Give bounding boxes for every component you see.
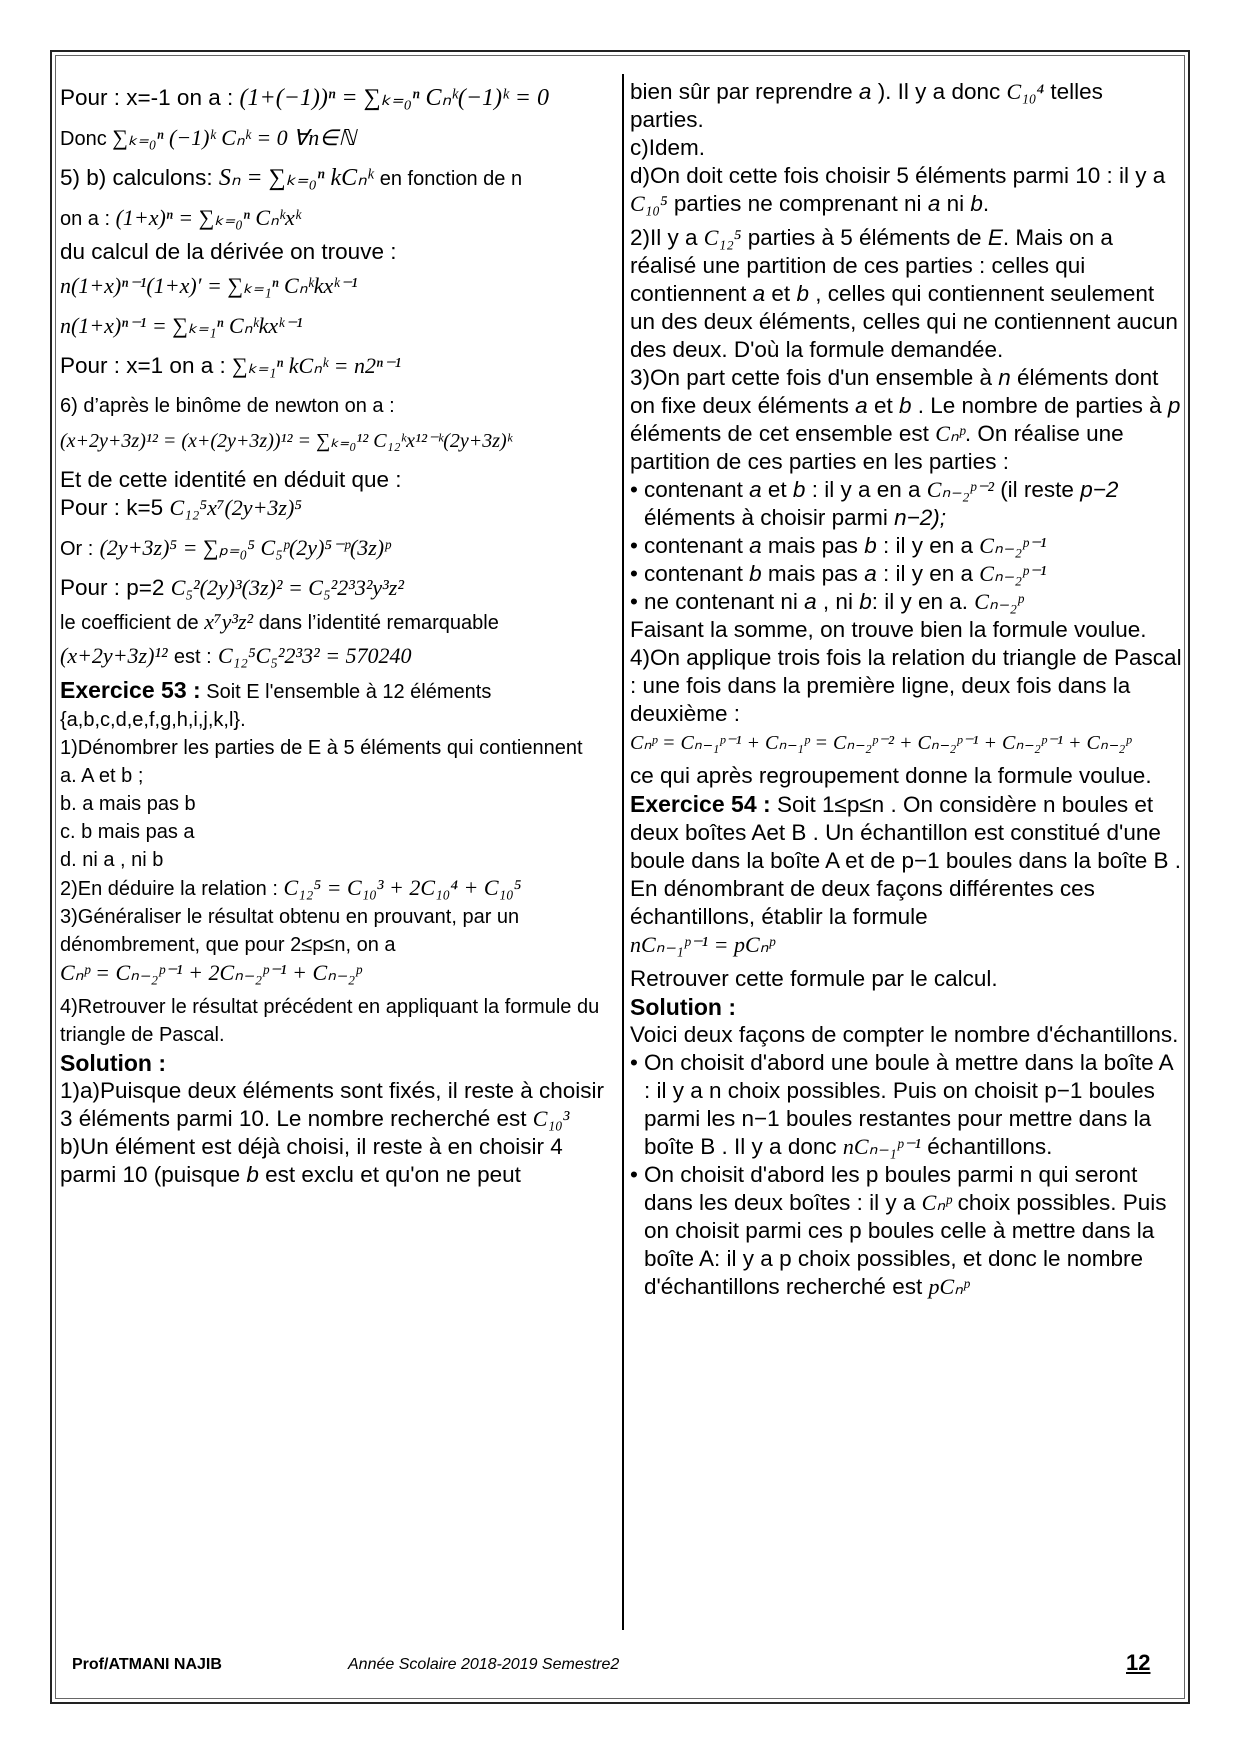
text: Pour : k=5	[60, 495, 164, 520]
ex53-question-3: 3)Généraliser le résultat obtenu en prouvant, par un dénombrement, que pour 2≤p≤n, on a	[60, 906, 520, 956]
solution-3-sum: Faisant la somme, on trouve bien la formule voulue.	[630, 617, 1147, 642]
text: : il y a en a	[811, 477, 921, 502]
left-column	[60, 78, 612, 1189]
text: b	[749, 561, 762, 586]
text: Soit E l'ensemble à 12 éléments {a,b,c,d,e,f,g,h,i,j,k,l}.	[60, 681, 492, 731]
text: ni	[946, 191, 965, 216]
formula: C₁₂⁵ = C₁₀³ + 2C₁₀⁴ + C₁₀⁵	[283, 875, 522, 900]
text: et	[771, 281, 791, 306]
text: : il y en a	[882, 533, 974, 558]
line-k-5	[60, 494, 612, 528]
formula: n(1+x)ⁿ⁻¹ = ∑ₖ₌₁ⁿ Cₙᵏkxᵏ⁻¹	[60, 313, 303, 338]
bullet-a-not-b	[630, 532, 1182, 560]
text: Pour : p=2	[60, 575, 165, 600]
text: b	[970, 191, 983, 216]
formula: Cₙ₋₂ᵖ⁻¹	[979, 561, 1047, 586]
formula: Sₙ = ∑ₖ₌₀ⁿ kCₙᵏ	[218, 165, 374, 191]
text: en fonction de n	[379, 168, 523, 190]
ex53-question-1: 1)Dénombrer les parties de E à 5 éléments qui contiennent	[60, 737, 583, 759]
text: éléments à choisir parmi	[644, 505, 888, 530]
formula: C₁₂⁵C₅²2³3² = 570240	[217, 643, 412, 668]
solution-3	[630, 364, 1182, 476]
line-binome: 6) d’après le binôme de newton on a :	[60, 395, 395, 417]
text: b)Un élément est déjà choisi, il reste à en choisir 4 parmi 10 (puisque	[60, 1134, 563, 1187]
solution-2	[630, 224, 1182, 364]
text: Or :	[60, 538, 94, 560]
text: est :	[173, 646, 212, 668]
text: , ni	[822, 589, 853, 614]
text: a	[858, 79, 872, 104]
text: choix possibles. Puis on choisit parmi ces p boules celle à mettre dans la boîte A: il y a p choix possibles, et donc le nombre d'échantillons recherché est	[644, 1190, 1167, 1299]
text: 2)Il y a	[630, 225, 698, 250]
solution-53-1b	[60, 1133, 612, 1189]
formula: Cₙᵖ = Cₙ₋₁ᵖ⁻¹ + Cₙ₋₁ᵖ = Cₙ₋₂ᵖ⁻² + Cₙ₋₂ᵖ⁻¹ + Cₙ₋₂ᵖ⁻¹ + Cₙ₋₂ᵖ	[630, 732, 1131, 754]
exercise-54-question: Retrouver cette formule par le calcul.	[630, 966, 998, 991]
exercise-54	[630, 790, 1182, 931]
text: Soit 1≤p≤n . On considère n boules et deux boîtes Aet B . Un échantillon est constitué d'une boule dans la boîte A et de p−1 boules dans la boîte B . En dénombrant de deux façons différentes ces échantillons, établir la formule	[630, 792, 1182, 929]
text: a	[752, 281, 766, 306]
text: ne contenant ni	[644, 589, 798, 614]
ex53-item-c: c. b mais pas a	[60, 821, 195, 843]
solution-53-title: Solution :	[60, 1050, 167, 1076]
text: n	[998, 365, 1011, 390]
text: et	[767, 477, 787, 502]
text: a	[749, 477, 762, 502]
formula: Cₙᵖ	[935, 421, 965, 446]
ex53-question-2	[60, 874, 612, 903]
text: on a :	[60, 208, 111, 230]
line-x-equals-1	[60, 352, 612, 386]
line-donc	[60, 124, 612, 158]
text: b	[796, 281, 809, 306]
text: Donc	[60, 128, 107, 150]
ex53-question-4: 4)Retrouver le résultat précédent en appliquant la formule du triangle de Pascal.	[60, 996, 600, 1046]
text: parties à 5 éléments de	[747, 225, 982, 250]
line-p-2	[60, 574, 612, 608]
bullet-a-and-b	[630, 476, 1182, 532]
text: mais pas	[767, 533, 858, 558]
text: éléments de cet ensemble est	[630, 421, 929, 446]
formula: (1+x)ⁿ = ∑ₖ₌₀ⁿ Cₙᵏxᵏ	[115, 205, 301, 230]
text: b	[792, 477, 806, 502]
right-column	[630, 78, 1182, 1301]
solution-1d: d)On doit cette fois choisir 5 éléments parmi 10 : il y a C₁₀⁵ parties ne comprenant ni a ni b.	[630, 163, 1166, 216]
formula: ∑ₖ₌₀ⁿ (−1)ᵏ Cₙᵏ = 0 ∀n∈ℕ	[112, 125, 356, 150]
formula: Cₙ₋₂ᵖ	[974, 589, 1024, 614]
text: 3)On part cette fois d'un ensemble à	[630, 365, 992, 390]
text: contenant	[644, 533, 743, 558]
text: a	[855, 393, 868, 418]
text: 2)En déduire la relation :	[60, 878, 278, 900]
ex53-item-b: b. a mais pas b	[60, 793, 196, 815]
solution-54-title: Solution :	[630, 994, 737, 1020]
footer-author: Prof/ATMANI NAJIB	[72, 1656, 222, 1673]
formula: Cₙ₋₂ᵖ⁻¹	[979, 533, 1047, 558]
formula: Cₙ₋₂ᵖ⁻²	[926, 477, 994, 502]
text: le coefficient de	[60, 612, 199, 634]
text: d)On doit cette fois choisir 5 éléments parmi 10 : il y a	[630, 163, 1166, 188]
text: : il y en a	[882, 561, 974, 586]
ex53-question-3-formula	[60, 959, 612, 993]
solution-4-end: ce qui après regroupement donne la formule voulue.	[630, 763, 1152, 788]
text: et	[873, 393, 893, 418]
solution-54-way-1	[630, 1049, 1182, 1161]
text: p	[1167, 393, 1181, 418]
text: a	[864, 561, 877, 586]
text: a	[749, 533, 762, 558]
line-calculons	[60, 164, 612, 198]
text: telles parties.	[630, 79, 1103, 132]
text: . Le nombre de parties à	[917, 393, 1162, 418]
formula: (x+2y+3z)¹² = (x+(2y+3z))¹² = ∑ₖ₌₀¹² C₁₂ᵏx¹²⁻ᵏ(2y+3z)ᵏ	[60, 430, 513, 452]
line-x-minus-1	[60, 84, 612, 118]
text: (il reste	[1000, 477, 1074, 502]
text: parties ne comprenant ni	[673, 191, 922, 216]
text: . Mais on a réalisé une partition de ces parties : celles qui contiennent	[630, 225, 1113, 306]
text: Pour : x=-1 on a :	[60, 85, 234, 110]
formula: nCₙ₋₁ᵖ⁻¹ = pCₙᵖ	[630, 932, 775, 957]
text: a	[927, 191, 941, 216]
text: 5) b) calculons:	[60, 165, 213, 190]
solution-4: 4)On applique trois fois la relation du triangle de Pascal : une fois dans la première ligne, deux fois dans la deuxième :	[630, 645, 1182, 726]
text: est exclu et qu'on ne peut	[265, 1162, 521, 1187]
text: 1)a)Puisque deux éléments sont fixés, il reste à choisir 3 éléments parmi 10. Le nombre recherché est	[60, 1078, 605, 1131]
formula: C₁₂⁵x⁷(2y+3z)⁵	[169, 495, 302, 520]
right-continuation	[630, 78, 1182, 134]
text: n−2);	[894, 505, 947, 530]
formula: C₁₀⁵	[630, 191, 668, 216]
text: mais pas	[767, 561, 858, 586]
footer-school-year: Année Scolaire 2018-2019 Semestre2	[348, 1656, 620, 1673]
text: b	[859, 589, 872, 614]
line-coefficient	[60, 608, 612, 642]
text: dans l’identité remarquable	[258, 612, 499, 634]
text: échantillons.	[927, 1134, 1053, 1159]
text: b	[864, 533, 877, 558]
line-binome-formula	[60, 426, 612, 460]
solution-1c: c)Idem.	[630, 135, 706, 160]
formula: n(1+x)ⁿ⁻¹(1+x)′ = ∑ₖ₌₁ⁿ Cₙᵏkxᵏ⁻¹	[60, 273, 358, 298]
formula: (x+2y+3z)¹²	[60, 643, 168, 668]
formula: C₁₀⁴	[1006, 79, 1045, 104]
solution-53-1a	[60, 1077, 612, 1133]
bullet-neither	[630, 588, 1182, 616]
solution-54-intro: Voici deux façons de compter le nombre d'échantillons.	[630, 1022, 1179, 1047]
text: On choisit d'abord les p boules parmi n qui seront dans les deux boîtes : il y a	[644, 1162, 1138, 1215]
formula: ∑ₖ₌₁ⁿ kCₙᵏ = n2ⁿ⁻¹	[232, 353, 402, 378]
formula: Cₙᵖ = Cₙ₋₂ᵖ⁻¹ + 2Cₙ₋₂ᵖ⁻¹ + Cₙ₋₂ᵖ	[60, 960, 362, 985]
bullet-b-not-a	[630, 560, 1182, 588]
ex53-item-a: a. A et b ;	[60, 765, 144, 787]
formula: C₁₂⁵	[703, 225, 742, 250]
text: : il y en a.	[871, 589, 969, 614]
line-or	[60, 534, 612, 568]
formula: (1+(−1))ⁿ = ∑ₖ₌₀ⁿ Cₙᵏ(−1)ᵏ = 0	[239, 85, 549, 111]
formula: x⁷y³z²	[204, 609, 254, 634]
text: . On réalise une partition de ces parties en les parties :	[630, 421, 1124, 474]
solution-54-way-2	[630, 1161, 1182, 1301]
formula: pCₙᵖ	[928, 1274, 970, 1299]
solution-4-formula	[630, 728, 1182, 762]
page-number: 12	[1126, 1650, 1151, 1675]
text: On choisit d'abord une boule à mettre dans la boîte A : il y a n choix possibles. Puis on choisit p−1 boules parmi les n−1 boules restantes pour mettre dans la boîte B . Il y a donc	[644, 1050, 1173, 1159]
exercise-54-title: Exercice 54 :	[630, 791, 771, 817]
line-result	[60, 642, 612, 676]
text: b	[898, 393, 912, 418]
exercise-53-intro	[60, 676, 612, 734]
line-derivee-formula-2	[60, 312, 612, 346]
text: bien sûr par reprendre	[630, 79, 853, 104]
line-derivee: du calcul de la dérivée on trouve :	[60, 239, 397, 264]
text: Pour : x=1 on a :	[60, 353, 226, 378]
text: , celles qui contiennent seulement un des deux éléments, celles qui ne contiennent aucun des deux. D'où la formule demandée.	[630, 281, 1178, 362]
text: p−2	[1080, 477, 1119, 502]
text: E	[987, 225, 1003, 250]
exercise-53-title: Exercice 53 :	[60, 677, 201, 703]
formula: (2y+3z)⁵ = ∑ₚ₌₀⁵ C₅ᵖ(2y)⁵⁻ᵖ(3z)ᵖ	[99, 535, 391, 560]
text: éléments dont on fixe deux éléments	[630, 365, 1159, 418]
formula: C₅²(2y)³(3z)² = C₅²2³3²y³z²	[170, 575, 404, 600]
text: a	[804, 589, 817, 614]
line-on-a	[60, 204, 612, 238]
formula: Cₙᵖ	[921, 1190, 952, 1215]
text: ). Il y a donc	[877, 79, 1001, 104]
exercise-54-formula	[630, 931, 1182, 965]
text: contenant	[644, 477, 743, 502]
formula: C₁₀³	[532, 1106, 570, 1131]
text: b	[246, 1162, 259, 1187]
line-identite: Et de cette identité en déduit que :	[60, 467, 402, 492]
ex53-item-d: d. ni a , ni b	[60, 849, 164, 871]
formula: nCₙ₋₁ᵖ⁻¹	[842, 1134, 922, 1159]
line-derivee-formula-1	[60, 272, 612, 306]
column-divider	[622, 74, 624, 1630]
text: contenant	[644, 561, 743, 586]
